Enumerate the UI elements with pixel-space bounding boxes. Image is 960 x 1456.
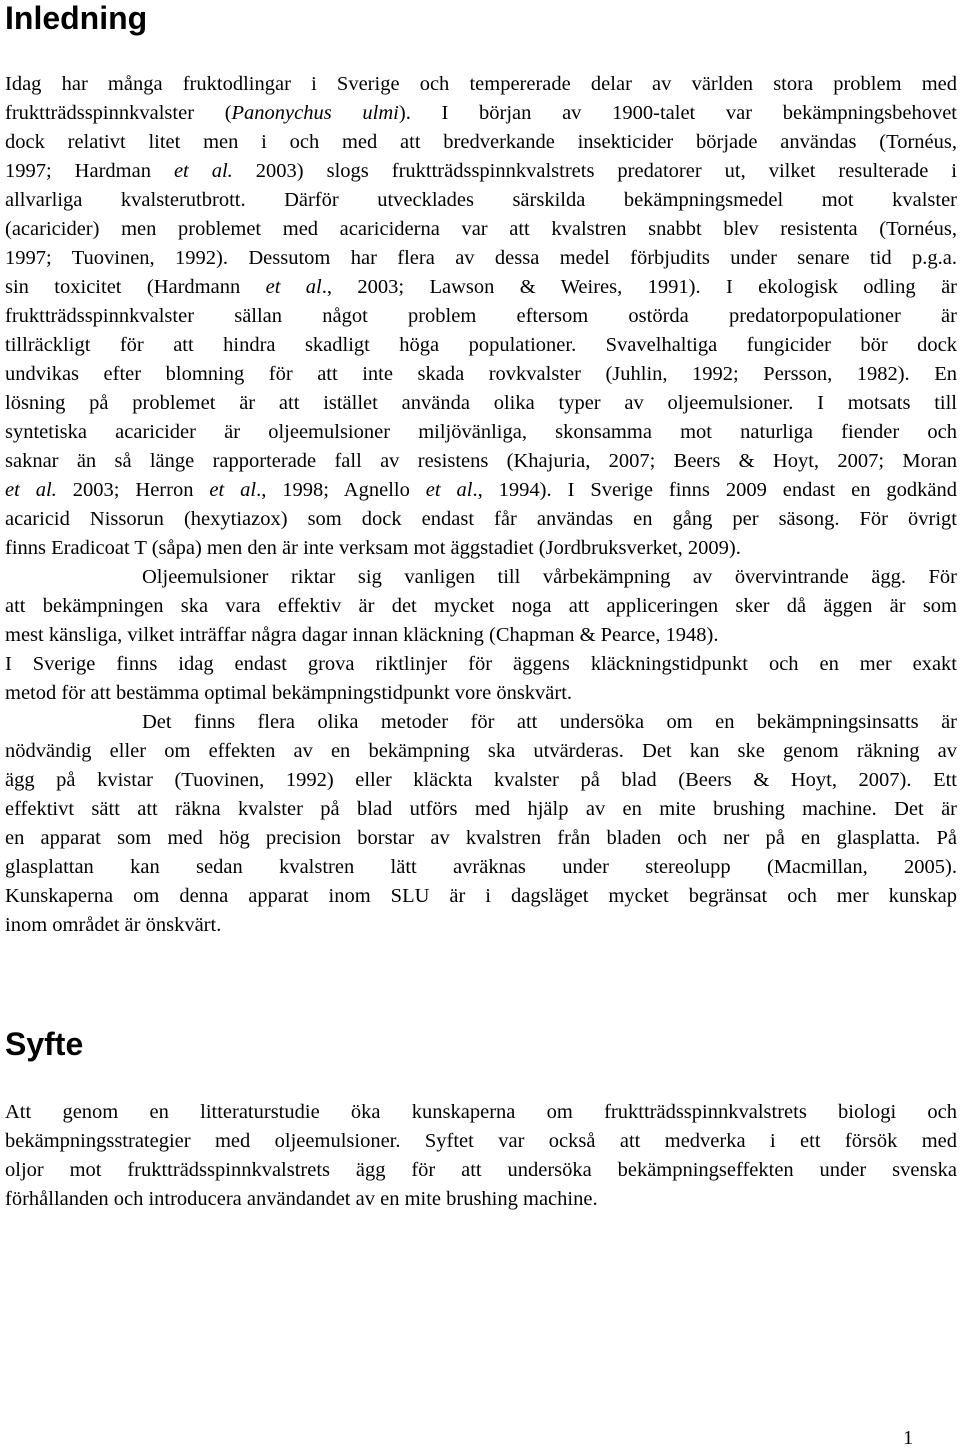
text-segment: ., 2003; Lawson & Weires, 1991). I ekologisk odling är — [321, 276, 957, 298]
text-line: bekämpningsstrategier med oljeemulsioner. Syftet var också att medverka i ett försök med — [5, 1130, 957, 1152]
text-line: effektivt sätt att räkna kvalster på blad utförs med hjälp av en mite brushing machine. Det är — [5, 798, 957, 820]
text-line: finns Eradicoat T (såpa) men den är inte verksam mot äggstadiet (Jordbruksverket, 2009). — [5, 537, 741, 559]
text-line: en apparat som med hög precision borstar av kvalstren från bladen och ner på en glasplatta. På — [5, 827, 957, 849]
page-number: 1 — [903, 1427, 914, 1449]
italic-text: et al — [209, 479, 257, 501]
text-line: ägg på kvistar (Tuovinen, 1992) eller kläckta kvalster på blad (Beers & Hoyt, 2007). Ett — [5, 769, 957, 791]
text-line — [5, 157, 957, 186]
italic-text: et al. — [5, 479, 57, 501]
section-heading-syfte: Syfte — [5, 1026, 84, 1062]
italic-text: et al — [425, 479, 473, 501]
italic-text: Panonychus ulmi — [231, 102, 399, 124]
purpose-paragraph — [5, 1098, 957, 1214]
text-line: saknar än så länge rapporterade fall av resistens (Khajuria, 2007; Beers & Hoyt, 2007; Moran — [5, 450, 957, 472]
text-line: Att genom en litteraturstudie öka kunskaperna om fruktträdsspinnkvalstrets biologi och — [5, 1101, 957, 1123]
text-line: att bekämpningen ska vara effektiv är det mycket noga att appliceringen sker då äggen är som — [5, 595, 957, 617]
text-line: I Sverige finns idag endast grova riktlinjer för äggens kläckningstidpunkt och en mer exakt — [5, 653, 957, 675]
text-segment: fruktträdsspinnkvalster ( — [5, 102, 232, 124]
text-line: syntetiska acaricider är oljeemulsioner miljövänliga, skonsamma mot naturliga fiender och — [5, 421, 957, 443]
text-line: inom området är önskvärt. — [5, 914, 222, 936]
text-line: mest känsliga, vilket inträffar några dagar innan kläckning (Chapman & Pearce, 1948). — [5, 624, 719, 646]
text-line: tillräckligt för att hindra skadligt höga populationer. Svavelhaltiga fungicider bör dock — [5, 334, 957, 356]
section-heading-inledning: Inledning — [5, 0, 148, 36]
text-line: nödvändig eller om effekten av en bekämpning ska utvärderas. Det kan ske genom räkning av — [5, 740, 957, 762]
italic-text: et al. — [173, 160, 233, 182]
text-line: allvarliga kvalsterutbrott. Därför utvecklades särskilda bekämpningsmedel mot kvalster — [5, 189, 957, 211]
text-line: dock relativt litet men i och med att bredverkande insekticider började användas (Tornéus, — [5, 131, 957, 153]
text-line: undvikas efter blomning för att inte skada rovkvalster (Juhlin, 1992; Persson, 1982). En — [5, 363, 957, 385]
text-line — [5, 99, 957, 128]
text-line: (acaricider) men problemet med acariciderna var att kvalstren snabbt blev resistenta (Tornéus, — [5, 218, 957, 240]
text-line: fruktträdsspinnkvalster sällan något problem eftersom ostörda predatorpopulationer är — [5, 305, 957, 327]
text-line: 1997; Tuovinen, 1992). Dessutom har flera av dessa medel förbjudits under senare tid p.g.a. — [5, 247, 957, 269]
text-line: glasplattan kan sedan kvalstren lätt avräknas under stereolupp (Macmillan, 2005). — [5, 856, 957, 878]
text-line: Idag har många fruktodlingar i Sverige och tempererade delar av världen stora problem med — [5, 73, 957, 95]
text-line: Det finns flera olika metoder för att undersöka om en bekämpningsinsatts är — [142, 711, 957, 733]
text-segment: ). I början av 1900-talet var bekämpningsbehovet — [398, 102, 957, 124]
text-line: metod för att bestämma optimal bekämpningstidpunkt vore önskvärt. — [5, 682, 573, 704]
text-line — [5, 273, 957, 302]
text-segment: 2003) slogs fruktträdsspinnkvalstrets predatorer ut, vilket resulterade i — [232, 160, 957, 182]
text-line: oljor mot fruktträdsspinnkvalstrets ägg för att undersöka bekämpningseffekten under svenska — [5, 1159, 957, 1181]
italic-text: et al — [265, 276, 322, 298]
text-segment: 2003; Herron — [56, 479, 210, 501]
text-line: acaricid Nissorun (hexytiazox) som dock endast får användas en gång per säsong. För övrigt — [5, 508, 957, 530]
text-line: förhållanden och introducera användandet av en mite brushing machine. — [5, 1188, 598, 1210]
text-line: Kunskaperna om denna apparat inom SLU är i dagsläget mycket begränsat och mer kunskap — [5, 885, 957, 907]
text-segment: ., 1994). I Sverige finns 2009 endast en godkänd — [472, 479, 957, 501]
text-segment: ., 1998; Agnello — [256, 479, 426, 501]
text-line: lösning på problemet är att istället använda olika typer av oljeemulsioner. I motsats till — [5, 392, 957, 414]
intro-paragraphs — [5, 70, 957, 940]
text-line — [5, 476, 957, 505]
text-line: Oljeemulsioner riktar sig vanligen till vårbekämpning av övervintrande ägg. För — [142, 566, 957, 588]
text-segment: 1997; Hardman — [5, 160, 174, 182]
text-segment: sin toxicitet (Hardmann — [5, 276, 266, 298]
